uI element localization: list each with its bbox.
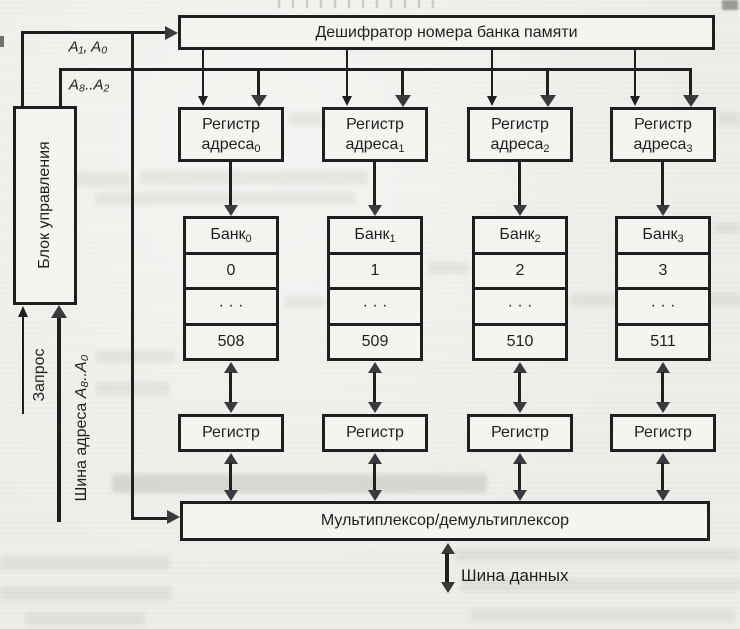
bank-name: Банк [210, 226, 246, 244]
data-register-box-0 [178, 414, 284, 452]
bank-cell-first: 0 [186, 252, 276, 288]
decoder-select-arrowhead-icon [342, 96, 352, 106]
decoder-select-line [346, 50, 348, 97]
decoder-select-line [202, 50, 204, 97]
decoder-select-arrowhead-icon [630, 96, 640, 106]
scan-bleed-artifact [288, 112, 322, 126]
address-register-box-2 [467, 107, 573, 162]
bank-select-trunk-horizontal [131, 517, 168, 520]
address-register-label-line1: Регистр [346, 116, 404, 134]
address-bus-label-text: Шина адреса [73, 398, 90, 502]
bank-index: 1 [389, 233, 396, 246]
request-arrowhead-icon [18, 306, 28, 317]
address-register-index: 1 [398, 142, 405, 155]
address-bus-arrowhead-icon [51, 305, 67, 318]
address-bus-drop-arrowhead-icon [683, 95, 699, 107]
register-to-bank-arrowhead-icon [656, 205, 670, 216]
address-bus-line [57, 318, 61, 522]
address-register-label-line1: Регистр [491, 116, 549, 134]
a8a2-line-vertical [59, 68, 62, 107]
bank-cell-last: 511 [618, 323, 708, 359]
bank-cell-first: 1 [330, 252, 420, 288]
bank-register-link-line [518, 372, 521, 403]
register-mux-downarrow-icon [513, 490, 527, 501]
data-bus-label: Шина данных [461, 566, 569, 585]
bank-cell-ellipsis: · · · [618, 287, 708, 323]
request-line [22, 317, 24, 414]
address-register-label-line1: Регистр [202, 116, 260, 134]
data-register-label: Регистр [346, 424, 404, 442]
address-bus-drop-line [546, 69, 549, 96]
bank-register-downarrow-icon [368, 402, 382, 413]
bank-cell-last: 510 [475, 323, 565, 359]
address-bus-drop-arrowhead-icon [395, 95, 411, 107]
bank-name: Банк [642, 226, 678, 244]
bank-header [618, 219, 708, 252]
address-bus-drop-line [401, 69, 404, 96]
address-register-box-1 [322, 107, 428, 162]
scan-bleed-artifact [95, 350, 175, 363]
register-to-bank-line [518, 162, 521, 206]
mux-demux-box [180, 501, 710, 541]
register-to-bank-line [229, 162, 232, 206]
bank-number-decoder-label: Дешифратор номера банка памяти [315, 23, 578, 41]
scan-bleed-artifact [718, 112, 740, 126]
register-mux-link-line [661, 463, 664, 491]
register-to-bank-arrowhead-icon [513, 205, 527, 216]
scan-bleed-artifact [112, 474, 487, 493]
address-register-box-0 [178, 107, 284, 162]
bank-register-downarrow-icon [224, 402, 238, 413]
register-mux-downarrow-icon [656, 490, 670, 501]
address-register-label-line1: Регистр [634, 116, 692, 134]
address-register-label-line2: адреса [633, 135, 687, 153]
data-register-label: Регистр [491, 424, 549, 442]
bank-box-3 [615, 216, 711, 361]
register-to-bank-arrowhead-icon [224, 205, 238, 216]
scan-bleed-artifact [428, 262, 468, 274]
register-mux-link-line [229, 463, 232, 491]
scan-bleed-artifact [285, 296, 325, 308]
scan-bleed-artifact [0, 556, 170, 570]
register-mux-downarrow-icon [368, 490, 382, 501]
bank-header [330, 219, 420, 252]
address-register-index: 0 [254, 142, 261, 155]
bank-box-1 [327, 216, 423, 361]
bank-cell-first: 2 [475, 252, 565, 288]
a1a0-line-horizontal [21, 31, 167, 34]
address-bus-label [73, 355, 91, 502]
address-register-index: 2 [543, 142, 550, 155]
mux-demux-label: Мультиплексор/демультиплексор [320, 512, 570, 530]
register-mux-link-line [518, 463, 521, 491]
address-bus-label-signal: A₈..A₀ [73, 354, 90, 399]
a8a2-label: A₈..A₂ [68, 76, 110, 94]
scan-artifact-left-edge [0, 36, 4, 47]
data-register-label: Регистр [634, 424, 692, 442]
data-register-box-3 [610, 414, 716, 452]
control-unit-label: Блок управления [36, 141, 53, 269]
decoder-select-line [634, 50, 636, 97]
request-label: Запрос [31, 348, 48, 402]
register-mux-link-line [373, 463, 376, 491]
register-mux-downarrow-icon [224, 490, 238, 501]
address-register-label-line2: адреса [201, 135, 255, 153]
bank-index: 3 [677, 233, 684, 246]
bank-box-2 [472, 216, 568, 361]
bank-box-0 [183, 216, 279, 361]
bank-cell-last: 509 [330, 323, 420, 359]
decoder-select-line [491, 50, 493, 97]
register-to-bank-arrowhead-icon [368, 205, 382, 216]
register-to-bank-line [373, 162, 376, 206]
data-register-box-2 [467, 414, 573, 452]
bank-cell-last: 508 [186, 323, 276, 359]
bank-header [475, 219, 565, 252]
scan-artifact-top-right [722, 0, 738, 10]
bank-header [186, 219, 276, 252]
decoder-select-arrowhead-icon [198, 96, 208, 106]
bank-register-link-line [373, 372, 376, 403]
bank-register-link-line [661, 372, 664, 403]
address-register-label-line2: адреса [490, 135, 544, 153]
address-register-index: 3 [686, 142, 693, 155]
scan-bleed-artifact [0, 586, 172, 601]
bank-cell-ellipsis: · · · [186, 287, 276, 323]
bank-index: 2 [534, 233, 541, 246]
bank-select-trunk-vertical [131, 32, 134, 520]
bank-register-link-line [229, 372, 232, 403]
data-bus-downarrow-icon [441, 582, 455, 593]
bank-cell-ellipsis: · · · [475, 287, 565, 323]
data-bus-line [445, 553, 449, 583]
a1a0-arrowhead-icon [165, 26, 178, 40]
bank-index: 0 [245, 233, 252, 246]
data-register-label: Регистр [202, 424, 260, 442]
address-register-label-line2: адреса [345, 135, 399, 153]
scan-bleed-artifact [714, 222, 740, 234]
address-bus-drop-line [257, 69, 260, 96]
register-to-bank-line [661, 162, 664, 206]
bank-register-downarrow-icon [656, 402, 670, 413]
address-bus-drop-line [689, 69, 692, 96]
address-bus-drop-arrowhead-icon [540, 95, 556, 107]
bank-cell-first: 3 [618, 252, 708, 288]
bank-cell-ellipsis: · · · [330, 287, 420, 323]
data-register-box-1 [322, 414, 428, 452]
decoder-select-arrowhead-icon [487, 96, 497, 106]
bank-name: Банк [499, 226, 535, 244]
bank-register-downarrow-icon [513, 402, 527, 413]
a1a0-label: A₁, A₀ [68, 38, 108, 56]
a1a0-line-vertical [21, 31, 24, 107]
address-register-box-3 [610, 107, 716, 162]
scan-bleed-artifact [25, 612, 145, 625]
address-bus-drop-arrowhead-icon [251, 95, 267, 107]
bank-name: Банк [354, 226, 390, 244]
